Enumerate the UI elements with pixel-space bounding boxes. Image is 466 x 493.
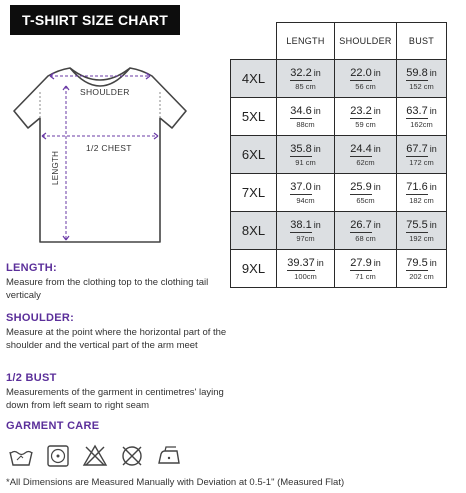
inch-unit: in	[429, 67, 437, 78]
inch-unit: in	[313, 181, 321, 192]
length-cm: 91 cm	[295, 157, 316, 167]
shoulder-cell	[335, 98, 397, 136]
shoulder-cm: 62cm	[356, 157, 375, 167]
inch-unit: in	[373, 105, 381, 116]
bust-cell	[397, 60, 447, 98]
shoulder-cell	[335, 136, 397, 174]
length-heading: LENGTH:	[6, 262, 57, 274]
shoulder-cell	[335, 174, 397, 212]
length-cell	[277, 212, 335, 250]
bust-inches: 79.5	[406, 256, 428, 269]
bust-cell	[397, 136, 447, 174]
do-not-bleach-icon	[82, 443, 108, 469]
inch-unit: in	[373, 219, 381, 230]
shoulder-inches: 24.4	[350, 142, 372, 155]
length-cm: 85 cm	[295, 81, 316, 91]
shoulder-heading: SHOULDER:	[6, 312, 75, 324]
length-inches: 34.6	[290, 104, 312, 117]
inch-unit: in	[313, 67, 321, 78]
shoulder-description	[6, 312, 236, 352]
shoulder-inches: 27.9	[350, 256, 372, 269]
bust-inches: 59.8	[406, 66, 428, 79]
length-cm: 100cm	[294, 271, 317, 281]
shoulder-cm: 71 cm	[355, 271, 376, 281]
table-row	[231, 98, 447, 136]
inch-unit: in	[373, 181, 381, 192]
table-row	[231, 250, 447, 288]
length-cell	[277, 98, 335, 136]
care-icons-row	[8, 443, 182, 469]
size-cell: 6XL	[231, 136, 277, 174]
shoulder-cm: 65cm	[356, 195, 375, 205]
header-shoulder: SHOULDER	[335, 23, 397, 60]
bust-inches: 67.7	[406, 142, 428, 155]
inch-unit: in	[313, 143, 321, 154]
bust-cell	[397, 174, 447, 212]
inch-unit: in	[316, 257, 324, 268]
shoulder-inches: 23.2	[350, 104, 372, 117]
size-cell: 8XL	[231, 212, 277, 250]
header-corner	[231, 23, 277, 60]
tshirt-diagram	[0, 56, 200, 256]
shoulder-cm: 68 cm	[355, 233, 376, 243]
bust-cell	[397, 98, 447, 136]
bust-cm: 182 cm	[409, 195, 434, 205]
iron-icon	[156, 443, 182, 469]
shoulder-diagram-label: SHOULDER	[80, 87, 130, 97]
size-table	[230, 22, 447, 288]
inch-unit: in	[313, 105, 321, 116]
shoulder-inches: 22.0	[350, 66, 372, 79]
table-row	[231, 60, 447, 98]
table-row	[231, 212, 447, 250]
inch-unit: in	[429, 181, 437, 192]
inch-unit: in	[429, 105, 437, 116]
inch-unit: in	[373, 257, 381, 268]
size-cell: 9XL	[231, 250, 277, 288]
inch-unit: in	[429, 143, 437, 154]
length-cell	[277, 250, 335, 288]
length-cm: 88cm	[296, 119, 315, 129]
bust-cell	[397, 212, 447, 250]
shoulder-cell	[335, 250, 397, 288]
bust-cell	[397, 250, 447, 288]
header-length: LENGTH	[277, 23, 335, 60]
bust-cm: 162cm	[410, 119, 433, 129]
inch-unit: in	[313, 219, 321, 230]
inch-unit: in	[373, 67, 381, 78]
tumble-dry-icon	[45, 443, 71, 469]
bust-cm: 172 cm	[409, 157, 434, 167]
bust-inches: 71.6	[406, 180, 428, 193]
inch-unit: in	[429, 257, 437, 268]
size-cell: 7XL	[231, 174, 277, 212]
table-row	[231, 136, 447, 174]
length-cell	[277, 174, 335, 212]
bust-text: Measurements of the garment in centimetres' laying down from left seam to right seam	[6, 387, 224, 411]
bust-cm: 192 cm	[409, 233, 434, 243]
do-not-dry-clean-icon	[119, 443, 145, 469]
length-inches: 35.8	[290, 142, 312, 155]
bust-inches: 75.5	[406, 218, 428, 231]
length-inches: 38.1	[290, 218, 312, 231]
chart-title: T-SHIRT SIZE CHART	[10, 5, 180, 35]
inch-unit: in	[373, 143, 381, 154]
length-cm: 94cm	[296, 195, 315, 205]
shoulder-cell	[335, 60, 397, 98]
shoulder-inches: 26.7	[350, 218, 372, 231]
length-inches: 37.0	[290, 180, 312, 193]
table-row	[231, 174, 447, 212]
length-inches: 32.2	[290, 66, 312, 79]
hand-wash-icon	[8, 443, 34, 469]
length-inches: 39.37	[287, 256, 315, 269]
length-cell	[277, 136, 335, 174]
size-cell: 4XL	[231, 60, 277, 98]
inch-unit: in	[429, 219, 437, 230]
footnote: *All Dimensions are Measured Manually with Deviation at 0.5-1" (Measured Flat)	[6, 477, 345, 488]
shoulder-cm: 56 cm	[355, 81, 376, 91]
length-description	[6, 262, 236, 302]
garment-care-heading: GARMENT CARE	[6, 420, 100, 432]
size-cell: 5XL	[231, 98, 277, 136]
shoulder-cm: 59 cm	[355, 119, 376, 129]
bust-description	[6, 372, 236, 412]
length-cm: 97cm	[296, 233, 315, 243]
bust-heading: 1/2 BUST	[6, 372, 57, 384]
chest-diagram-label: 1/2 CHEST	[86, 143, 132, 153]
length-text: Measure from the clothing top to the clothing tail verticaly	[6, 277, 209, 301]
bust-inches: 63.7	[406, 104, 428, 117]
length-diagram-label: LENGTH	[51, 150, 60, 185]
header-bust: BUST	[397, 23, 447, 60]
bust-cm: 152 cm	[409, 81, 434, 91]
shoulder-cell	[335, 212, 397, 250]
shoulder-inches: 25.9	[350, 180, 372, 193]
table-header-row	[231, 23, 447, 60]
shoulder-text: Measure at the point where the horizontal part of the shoulder and the vertical part of the arm meet	[6, 327, 227, 351]
tshirt-outline-icon	[0, 56, 200, 256]
bust-cm: 202 cm	[409, 271, 434, 281]
length-cell	[277, 60, 335, 98]
